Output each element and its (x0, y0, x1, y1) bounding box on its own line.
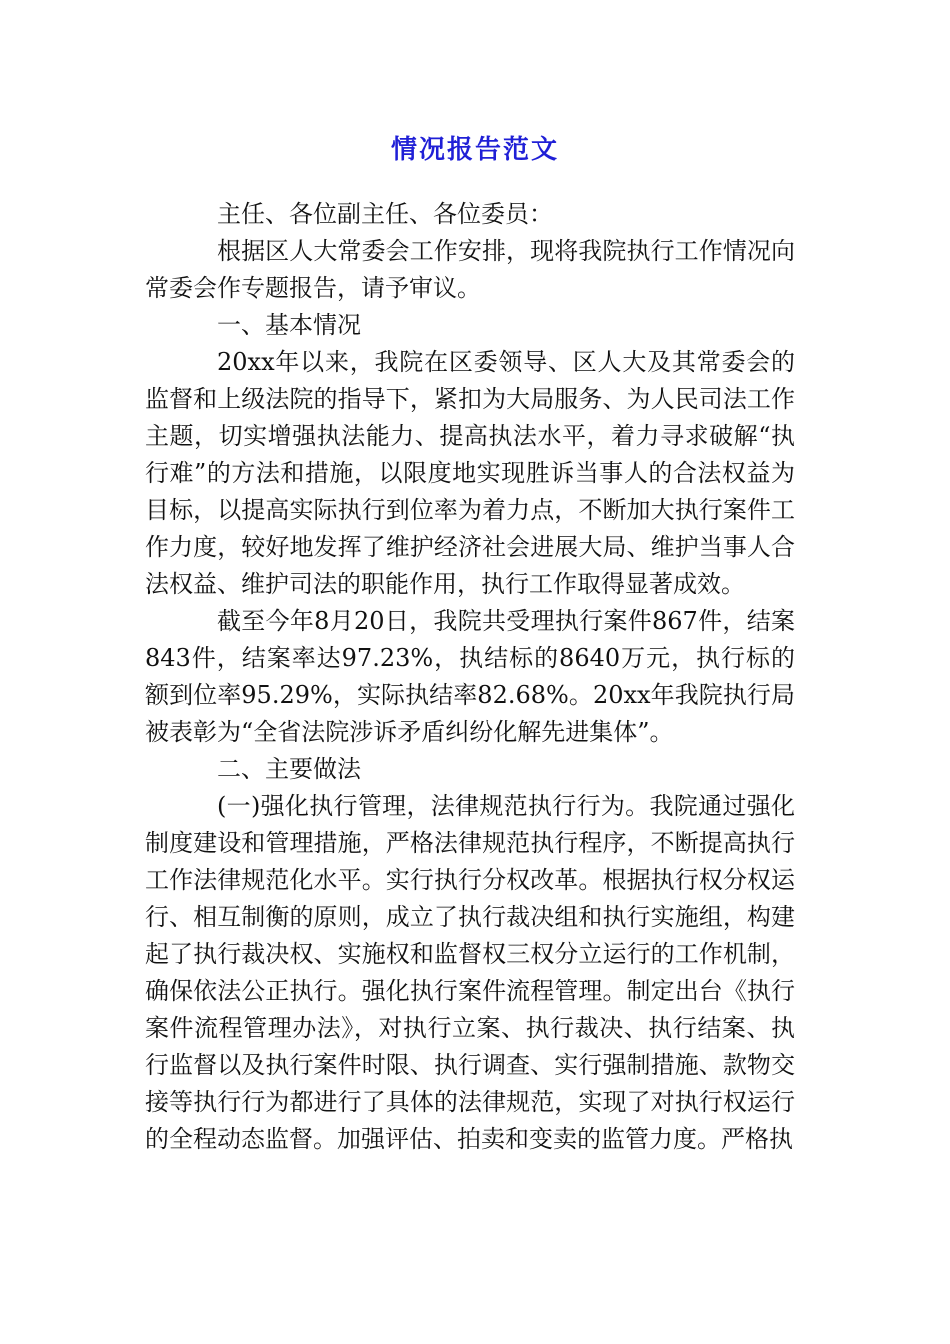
intro-paragraph: 根据区人大常委会工作安排，现将我院执行工作情况向常委会作专题报告，请予审议。 (145, 237, 795, 302)
practice-paragraph-1: (一)强化执行管理，法律规范执行行为。我院通过强化制度建设和管理措施，严格法律规范执行程序，不断提高执行工作法律规范化水平。实行执行分权改革。根据执行权分权运行、相互制衡的原则，成立了执行裁决组和执行实施组，构建起了执行裁决权、实施权和监督权三权分立运行的工作机制，确保依法公正执行。强化执行案件流程管理。制定出台《执行案件流程管理办法》，对执行立案、执行裁决、执行结案、执行监督以及执行案件时限、执行调查、实行强制措施、款物交接等执行行为都进行了具体的法律规范，实现了对执行权运行的全程动态监督。加强评估、拍卖和变卖的监管力度。严格执 (145, 792, 795, 1153)
basic-situation-paragraph: 20xx年以来，我院在区委领导、区人大及其常委会的监督和上级法院的指导下，紧扣为大局服务、为人民司法工作主题，切实增强执法能力、提高执法水平，着力寻求破解“执行难”的方法和措施，以限度地实现胜诉当事人的合法权益为目标，以提高实际执行到位率为着力点，不断加大执行案件工作力度，较好地发挥了维护经济社会进展大局、维护当事人合法权益、维护司法的职能作用，执行工作取得显著成效。 (145, 348, 795, 598)
section-heading-basic: 一、基本情况 (217, 311, 361, 339)
document-title: 情况报告范文 (390, 135, 559, 165)
salutation-paragraph: 主任、各位副主任、各位委员： (217, 200, 553, 228)
section-heading-practices: 二、主要做法 (217, 755, 361, 783)
document-body (145, 196, 795, 1158)
statistics-paragraph: 截至今年8月20日，我院共受理执行案件867件，结案843件，结案率达97.23%，执结标的8640万元，执行标的额到位率95.29%，实际执结率82.68%。20xx年我院执行局被表彰为“全省法院涉诉矛盾纠纷化解先进集体”。 (145, 607, 795, 746)
